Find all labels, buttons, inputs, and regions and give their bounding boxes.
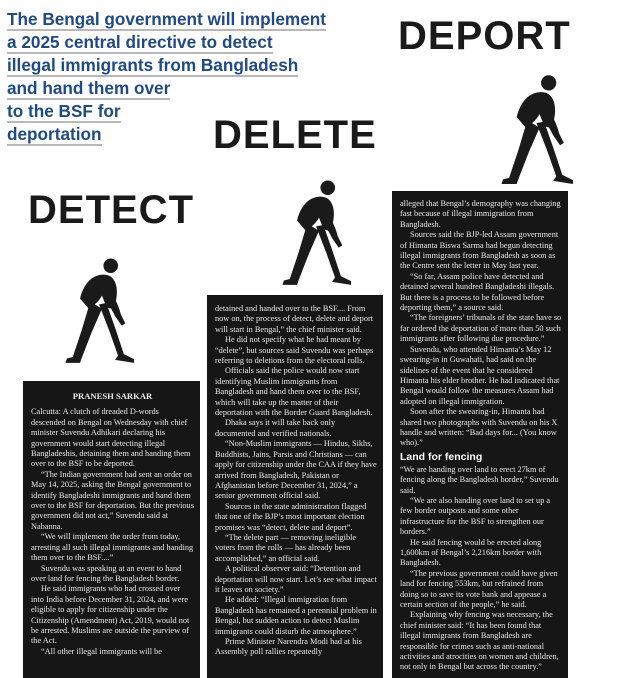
col3-paragraph-9: He said fencing would be erected along 1,600km of Bengal’s 2,216km border with Bangladesh. [400, 537, 542, 568]
col2-paragraph-6: Sources in the state administration flagged that one of the BJP’s most important election promises was “detect, delete and deport”. [215, 501, 367, 532]
label-deport: DEPORT [398, 14, 571, 58]
headline-line-4: and hand them over [7, 78, 171, 98]
headline-line-3: illegal immigrants from Bangladesh [7, 55, 299, 75]
col1-paragraph-6: “All other illegal immigrants will be [41, 646, 162, 656]
article-column-1 [23, 381, 200, 678]
col3-paragraph-7: “We are handing over land to erect 27km of fencing along the Bangladesh border,” Suvendu said. [400, 464, 559, 495]
col3-paragraph-5: Suvendu, who attended Himanta’s May 12 swearing-in in Guwahati, had said on the sidelines of the event that he considered Himanta his elder brother. He had indicated that Bengal would follow the measures Assam had adopted on illegal immigration. [400, 344, 560, 406]
col3-paragraph-2: Sources said the BJP-led Assam government of Himanta Biswa Sarma had begun detecting illegal immigrants from Bangladesh as soon as the Centre sent the letter in May last year. [400, 230, 559, 271]
col3-paragraph-1: alleged that Bengal’s demography was changing fast because of illegal immigration from Bangladesh. [400, 199, 561, 229]
headline-line-6: deportation [7, 124, 102, 144]
label-detect: DETECT [28, 188, 194, 232]
col2-paragraph-3: Officials said the police would now start identifying Muslim immigrants from Bangladesh and hand them over to the BSF, which will take up the matter of their deportation with the Border Guard Bangladesh. [215, 366, 373, 418]
col3-paragraph-4: “The foreigners’ tribunals of the state have so far ordered the deportation of more than 50 such immigrants after following due procedure.” [400, 313, 562, 344]
col1-paragraph-5: He said immigrants who had crossed over into India before December 31, 2024, and were eligible to apply for citizenship under the Citizenship (Amendment) Act, 2019, would not be arrested. Muslims are outside the purview of the Act. [31, 584, 190, 646]
col2-paragraph-2: He did not specify what he had meant by “delete”, but sources said Suvendu was perhaps referring to deletions from the electoral rolls. [215, 335, 374, 366]
col1-paragraph-4: Suvendu was speaking at an event to hand over land for fencing the Bangladesh border. [31, 563, 182, 583]
col2-paragraph-8: A political observer said: “Detention and deportation will now start. Let’s see what impact it leaves on society.” [215, 564, 377, 594]
walking-man-icon-delete [281, 166, 354, 300]
label-delete: DELETE [213, 113, 377, 157]
col3-paragraph-11: Explaining why fencing was necessary, the chief minister said: “It has been found that illegal immigrants from Bangladesh are responsible for crimes such as anti-national activities and atrocities on women and children, not only in Bengal but across the country.” [400, 610, 559, 672]
col3-paragraph-3: “So far, Assam police have detected and detained several hundred Bangladeshi illegals. But there is a process to be followed before deporting them,” a source said. [400, 271, 555, 313]
subhead-land-for-fencing: Land for fencing [400, 450, 483, 463]
headline-line-5: to the BSF for [7, 101, 121, 121]
headline-line-2: a 2025 central directive to detect [7, 32, 273, 52]
article-column-2 [207, 295, 383, 678]
article-column-3 [392, 191, 568, 678]
col3-paragraph-10: “The previous government could have given land for fencing 553km, but refrained from doing so to save its vote bank and appease a certain section of the people,” he said. [400, 568, 558, 610]
col3-paragraph-8: “We are also handing over land to set up a few border outposts and some other infrastructure for the BSF to strengthen our borders.” [400, 495, 551, 537]
col2-paragraph-4: Dhaka says it will take back only documented and verified nationals. [215, 418, 336, 438]
col2-paragraph-7: “The delete part — removing ineligible voters from the rolls — has already been accomplished,” an official said. [215, 532, 357, 563]
walking-man-icon-detect [64, 245, 137, 377]
col1-paragraph-2: “The Indian government had sent an order on May 14, 2025, asking the Bengal government to identify Bangladeshi immigrants and hand them over to the BSF for deportation. But the previous government did not act,” Suvendu said at Nabanna. [31, 469, 194, 531]
col2-paragraph-5: “Non-Muslim immigrants — Hindus, Sikhs, Buddhists, Jains, Parsis and Christians — can apply for citizenship under the CAA if they have arrived from Bangladesh, Pakistan or Afghanistan before December 31, 2024,” a senior government official said. [215, 439, 377, 501]
col1-paragraph-1: Calcutta: A clutch of dreaded D-words descended on Bengal on Wednesday with chief minister Suvendu Adhikari declaring his government would start detecting illegal Bangladeshis, detaining them and handing them over to the BSF to be deported. [31, 407, 191, 469]
col2-paragraph-1: detained and handed over to the BSF.... From now on, the process of detect, delete and deport will start in Bengal,” the chief minister said. [215, 304, 374, 334]
byline: PRANESH SARKAR [72, 391, 153, 401]
col3-paragraph-6: Soon after the swearing-in, Himanta had shared two photographs with Suvendu on his X handle and written: “Bad days for... (You know who).” [400, 407, 558, 448]
walking-man-icon-deport [500, 65, 576, 195]
col2-paragraph-10: Prime Minister Narendra Modi had at his Assembly poll rallies repeatedly [215, 637, 362, 657]
col2-paragraph-9: He added: “Illegal immigration from Bangladesh has remained a perennial problem in Bengal, but sudden action to detect Muslim immigrants could disturb the atmosphere.” [215, 595, 377, 636]
headline-line-1: The Bengal government will implement [7, 9, 326, 29]
col1-paragraph-3: “We will implement the order from today, arresting all such illegal immigrants and handing them over to the BSF....” [31, 532, 194, 563]
